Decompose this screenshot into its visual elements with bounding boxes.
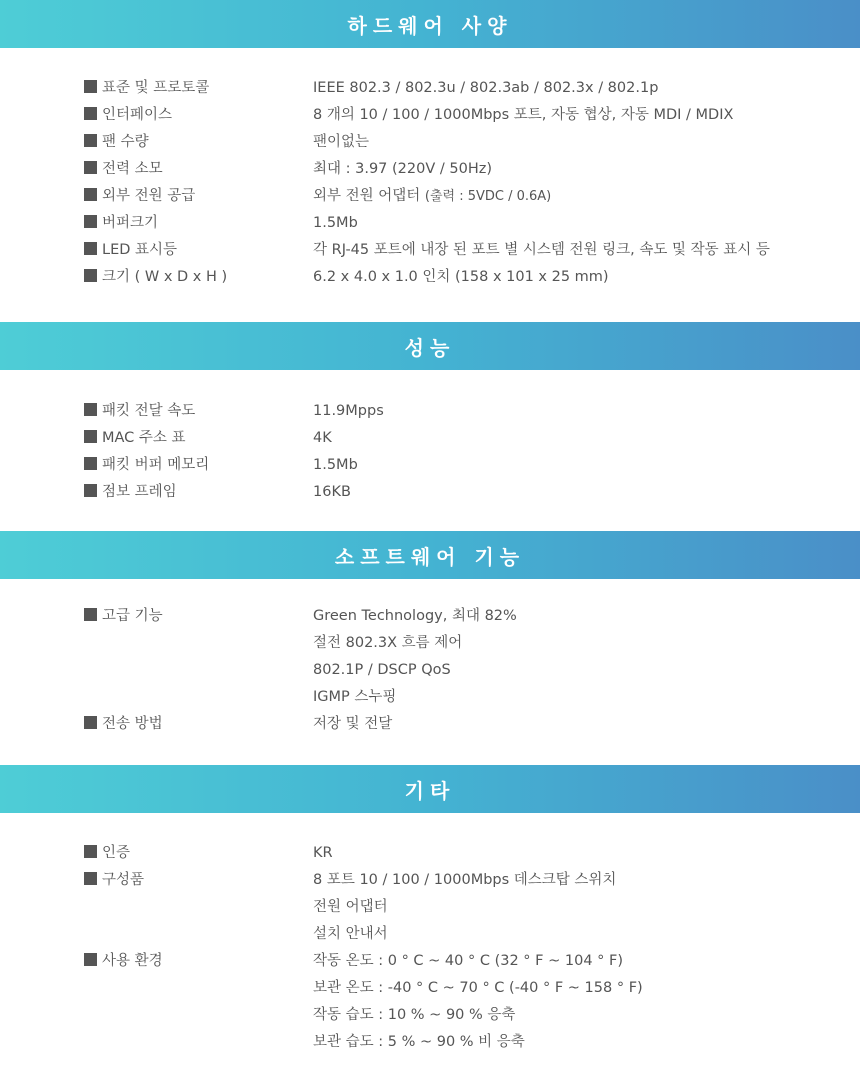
section-header-software [0,531,860,579]
spec-row [0,102,860,129]
spec-value: 저장 및 전달 [313,716,393,732]
square-bullet-icon [84,403,97,416]
section-header-etc [0,765,860,813]
square-bullet-icon [84,457,97,470]
square-bullet-icon [84,484,97,497]
spec-label: LED 표시등 [102,242,178,258]
spec-row [0,156,860,183]
spec-row [0,129,860,156]
square-bullet-icon [84,188,97,201]
spec-row [0,479,860,506]
spec-row-continued [0,630,860,657]
spec-row-continued [0,684,860,711]
spec-value-main: 외부 전원 어댑터 [313,188,421,204]
spec-row [0,237,860,264]
section-title: 기타 [404,778,456,803]
spec-label: 크기 ( W x D x H ) [102,269,228,285]
spec-label: 고급 기능 [102,608,163,624]
spec-value: IGMP 스누핑 [313,689,397,705]
spec-value: Green Technology, 최대 82% [313,608,517,624]
spec-row-continued [0,921,860,948]
section-title: 하드웨어 사양 [347,13,513,38]
spec-row-continued [0,657,860,684]
spec-row-continued [0,894,860,921]
spec-value: 1.5Mb [313,457,358,473]
spec-label: MAC 주소 표 [102,430,186,446]
spec-value: 설치 안내서 [313,926,388,942]
square-bullet-icon [84,953,97,966]
square-bullet-icon [84,80,97,93]
spec-value: 보관 습도 : 5 % ~ 90 % 비 응축 [313,1034,525,1050]
spec-label: 패킷 버퍼 메모리 [102,457,210,473]
spec-value: 보관 온도 : -40 ° C ~ 70 ° C (-40 ° F ~ 158 ° F) [313,980,643,996]
spec-row [0,398,860,425]
spec-value: 작동 습도 : 10 % ~ 90 % 응축 [313,1007,516,1023]
spec-value: 802.1P / DSCP QoS [313,662,451,678]
spec-row [0,452,860,479]
spec-label: 버퍼크기 [102,215,159,231]
spec-row [0,711,860,738]
spec-row [0,183,860,210]
square-bullet-icon [84,845,97,858]
spec-label: 인증 [102,845,131,861]
spec-label: 구성품 [102,872,145,888]
spec-value: 8 포트 10 / 100 / 1000Mbps 데스크탑 스위치 [313,872,617,888]
spec-value: 6.2 x 4.0 x 1.0 인치 (158 x 101 x 25 mm) [313,269,609,285]
spec-value: 절전 802.3X 흐름 제어 [313,635,463,651]
spec-row [0,425,860,452]
section-title: 성능 [404,335,456,360]
section-header-hardware [0,0,860,48]
spec-label: 표준 및 프로토콜 [102,80,210,96]
spec-label: 팬 수량 [102,134,149,150]
spec-value: KR [313,845,333,861]
square-bullet-icon [84,242,97,255]
spec-value: 팬이없는 [313,134,370,150]
square-bullet-icon [84,430,97,443]
spec-label: 외부 전원 공급 [102,188,196,204]
section-title: 소프트웨어 기능 [334,544,526,569]
spec-value: 각 RJ-45 포트에 내장 된 포트 별 시스템 전원 링크, 속도 및 작동 표시 등 [313,242,770,258]
spec-row-continued [0,1029,860,1056]
square-bullet-icon [84,716,97,729]
square-bullet-icon [84,269,97,282]
spec-row [0,867,860,894]
spec-label: 사용 환경 [102,953,163,969]
square-bullet-icon [84,134,97,147]
section-header-performance [0,322,860,370]
spec-value: 8 개의 10 / 100 / 1000Mbps 포트, 자동 협상, 자동 MDI / MDIX [313,107,734,123]
spec-value: 11.9Mpps [313,403,384,419]
spec-value: IEEE 802.3 / 802.3u / 802.3ab / 802.3x / 802.1p [313,80,659,96]
spec-row-continued [0,975,860,1002]
spec-label: 전력 소모 [102,161,163,177]
spec-value: 작동 온도 : 0 ° C ~ 40 ° C (32 ° F ~ 104 ° F) [313,953,624,969]
spec-value: 최대 : 3.97 (220V / 50Hz) [313,161,492,177]
spec-row [0,75,860,102]
spec-label: 인터페이스 [102,107,173,123]
spec-row [0,840,860,867]
spec-value: 16KB [313,484,351,500]
spec-label: 점보 프레임 [102,484,177,500]
spec-value: 전원 어댑터 [313,899,388,915]
spec-row-continued [0,1002,860,1029]
spec-label: 전송 방법 [102,716,163,732]
square-bullet-icon [84,608,97,621]
square-bullet-icon [84,161,97,174]
spec-value: 4K [313,430,332,446]
spec-value: 1.5Mb [313,215,358,231]
spec-row [0,948,860,975]
square-bullet-icon [84,872,97,885]
spec-value [313,183,551,210]
square-bullet-icon [84,215,97,228]
square-bullet-icon [84,107,97,120]
spec-label: 패킷 전달 속도 [102,403,196,419]
spec-value-note: (출력 : 5VDC / 0.6A) [424,189,552,204]
spec-row [0,210,860,237]
spec-row [0,264,860,291]
spec-row [0,603,860,630]
